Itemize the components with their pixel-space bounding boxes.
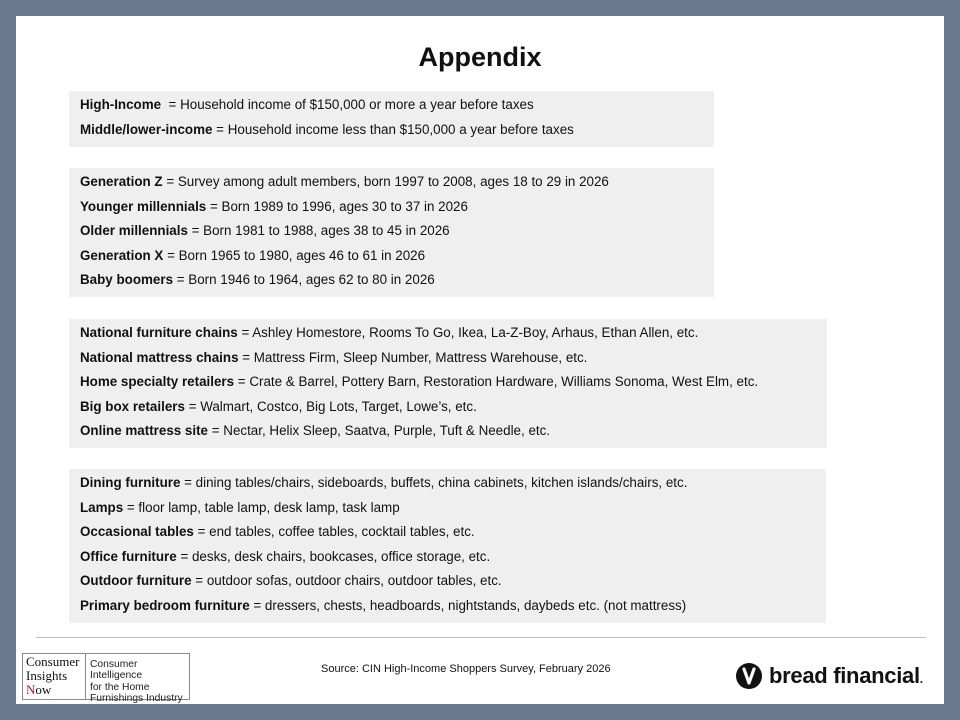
definition-term: Outdoor furniture xyxy=(80,573,192,589)
definition-row xyxy=(69,569,826,594)
cin-line-2: Insights xyxy=(26,668,68,683)
definition-term: National furniture chains xyxy=(80,325,238,340)
brand-name-mark: . xyxy=(919,672,923,686)
definition-row xyxy=(69,321,827,346)
definition-row xyxy=(69,195,714,220)
definition-term: Primary bedroom furniture xyxy=(80,597,250,613)
definition-text: = Born 1965 to 1980, ages 46 to 61 in 2026 xyxy=(163,247,426,263)
definition-text: = Nectar, Helix Sleep, Saatva, Purple, Tuft & Needle, etc. xyxy=(208,423,551,439)
definition-term: Younger millennials xyxy=(80,198,207,214)
definition-row xyxy=(69,118,714,143)
definition-row xyxy=(69,594,826,619)
definition-text: = dining tables/chairs, sideboards, buffets, china cabinets, kitchen islands/chairs, etc. xyxy=(180,475,688,490)
definitions-generations xyxy=(69,168,714,297)
definition-text: = desks, desk chairs, bookcases, office storage, etc. xyxy=(176,548,491,564)
definition-text: = Crate & Barrel, Pottery Barn, Restoration Hardware, Williams Sonoma, West Elm, etc. xyxy=(234,374,759,390)
definition-row xyxy=(69,268,714,293)
source-note: Source: CIN High-Income Shoppers Survey, February 2026 xyxy=(321,663,611,675)
definition-text: = Born 1981 to 1988, ages 38 to 45 in 2026 xyxy=(187,223,450,239)
definition-term: Big box retailers xyxy=(80,398,185,414)
definition-text: = Survey among adult members, born 1997 to 2008, ages 18 to 29 in 2026 xyxy=(162,174,609,189)
definition-term: Online mattress site xyxy=(80,423,209,439)
definition-row xyxy=(69,93,714,118)
definition-row xyxy=(69,471,826,496)
definition-term: Generation Z xyxy=(80,174,163,189)
definition-row xyxy=(69,520,826,545)
definition-text: = outdoor sofas, outdoor chairs, outdoor tables, etc. xyxy=(191,573,502,589)
definition-term: Dining furniture xyxy=(80,475,181,490)
slide xyxy=(16,16,944,704)
cin-tagline-1: Consumer Intelligence xyxy=(89,659,143,682)
definition-term: Older millennials xyxy=(80,223,188,239)
definition-text: = Born 1946 to 1964, ages 62 to 80 in 2026 xyxy=(173,272,435,288)
footer-divider xyxy=(36,637,926,638)
definition-text: = Born 1989 to 1996, ages 30 to 37 in 2026 xyxy=(206,198,468,214)
definition-row xyxy=(69,244,714,269)
cin-line-3-rest: ow xyxy=(35,682,52,697)
bread-logo-icon xyxy=(735,662,763,690)
definition-term: Home specialty retailers xyxy=(80,374,235,390)
definition-term: Baby boomers xyxy=(80,272,174,288)
brand-name xyxy=(769,663,923,689)
definition-text: = floor lamp, table lamp, desk lamp, task lamp xyxy=(123,499,400,515)
cin-tagline-2: for the Home xyxy=(89,681,150,693)
definition-row xyxy=(69,370,827,395)
definition-term: Occasional tables xyxy=(80,524,194,540)
definition-row xyxy=(69,170,714,195)
definition-term: High-Income xyxy=(80,97,162,112)
page-title: Appendix xyxy=(418,42,542,72)
cin-tagline xyxy=(86,654,189,704)
definition-term: Generation X xyxy=(80,247,164,263)
definitions-categories xyxy=(69,469,826,623)
bread-financial-logo xyxy=(735,662,923,690)
consumer-insights-now-logo xyxy=(22,653,190,704)
definition-row xyxy=(69,395,827,420)
definition-text: = Household income less than $150,000 a year before taxes xyxy=(212,121,574,137)
definition-term: Lamps xyxy=(80,499,124,515)
definition-row xyxy=(69,496,826,521)
definitions-income xyxy=(69,91,714,147)
cin-line-3 xyxy=(26,683,85,697)
definitions-retailers xyxy=(69,319,827,448)
definition-text: = end tables, coffee tables, cocktail tables, etc. xyxy=(193,524,475,540)
cin-line-1: Consumer xyxy=(26,654,80,669)
definition-row xyxy=(69,545,826,570)
definition-term: Office furniture xyxy=(80,548,177,564)
definition-row xyxy=(69,419,827,444)
definition-text: = Ashley Homestore, Rooms To Go, Ikea, La-Z-Boy, Arhaus, Ethan Allen, etc. xyxy=(237,325,699,340)
definition-term: National mattress chains xyxy=(80,349,239,365)
definition-row xyxy=(69,219,714,244)
definition-text: = Household income of $150,000 or more a year before taxes xyxy=(161,97,534,112)
definition-row xyxy=(69,346,827,371)
definition-text: = Mattress Firm, Sleep Number, Mattress Warehouse, etc. xyxy=(238,349,588,365)
definition-text: = dressers, chests, headboards, nightstands, daybeds etc. (not mattress) xyxy=(249,597,687,613)
brand-name-text: bread financial xyxy=(769,663,920,688)
cin-wordmark xyxy=(23,654,86,699)
cin-line-3-initial: N xyxy=(26,682,36,697)
definition-term: Middle/lower-income xyxy=(80,121,213,137)
cin-tagline-3: Furnishings Industry xyxy=(89,692,183,704)
definition-text: = Walmart, Costco, Big Lots, Target, Lowe’s, etc. xyxy=(184,398,477,414)
